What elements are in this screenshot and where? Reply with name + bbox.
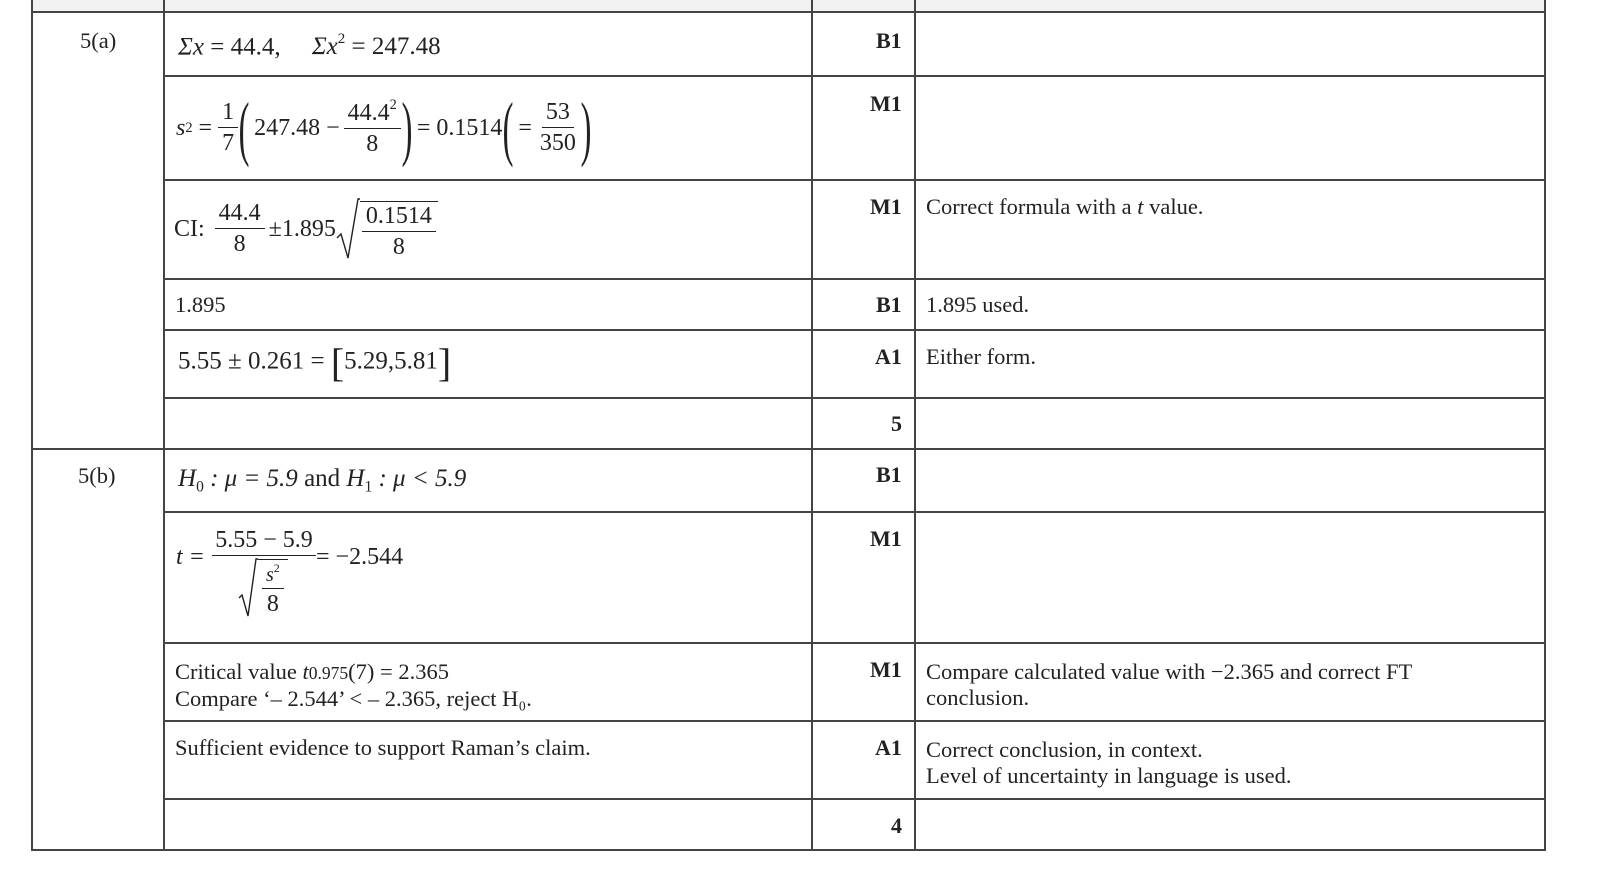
sum-x-squared: $\Sigma x^2 = 247.48$ [311, 31, 441, 61]
guidance-5b-3: Compare calculated value with −2.365 and correct FT conclusion. [926, 659, 1413, 710]
mark-5a-2: M1 [870, 91, 902, 116]
mark-5b-2: M1 [870, 526, 902, 551]
mark-5a-3: M1 [870, 194, 902, 219]
question-label-5a: 5(a) [80, 28, 117, 53]
mark-5a-4: B1 [876, 292, 902, 317]
total-5b: 4 [891, 813, 902, 838]
sum-statistics [178, 32, 441, 59]
guidance-5a-5: Either form. [926, 344, 1036, 369]
confidence-interval-formula: CI: $\frac{44.4}{8}$ ±1.895 $\frac{0.1514}{8}$ [174, 198, 438, 260]
total-5a: 5 [891, 411, 902, 436]
mark-5b-1: B1 [876, 462, 902, 487]
square-root: $\frac{0.1514}{8}$ [336, 198, 438, 260]
sum-x: Σx = 44.4, [178, 33, 281, 61]
mark-5b-3: M1 [870, 657, 902, 682]
hypotheses: $H_0$ : μ = 5.9 and $H_1$ : μ < 5.9 [178, 465, 467, 496]
mark-5a-1: B1 [876, 28, 902, 53]
guidance-5a-4: 1.895 used. [926, 292, 1030, 317]
guidance-5b-4: Correct conclusion, in context. Level of uncertainty in language is used. [926, 737, 1292, 788]
variance-calculation: s 2 = $\frac{1}{7}$ ( 247.48 − $\frac{44.4^2}{8}$ ) = 0.1514 ( = $\frac{53}{350}$ ) [176, 88, 592, 168]
conclusion: Sufficient evidence to support Raman’s claim. [175, 735, 591, 760]
t-value: 1.895 [175, 292, 226, 317]
critical-value-comparison: Critical value t0.975(7) = 2.365 Compare ‘– 2.544’ < – 2.365, reject H₀. [175, 659, 532, 711]
mark-5a-5: A1 [875, 344, 902, 369]
question-label-5b: 5(b) [78, 463, 116, 488]
mark-5b-4: A1 [875, 735, 902, 760]
guidance-5a-3: Correct formula with a t value. [926, 194, 1204, 219]
confidence-interval-result: 5.55 ± 0.261 = [5.29,5.81] [178, 340, 452, 385]
